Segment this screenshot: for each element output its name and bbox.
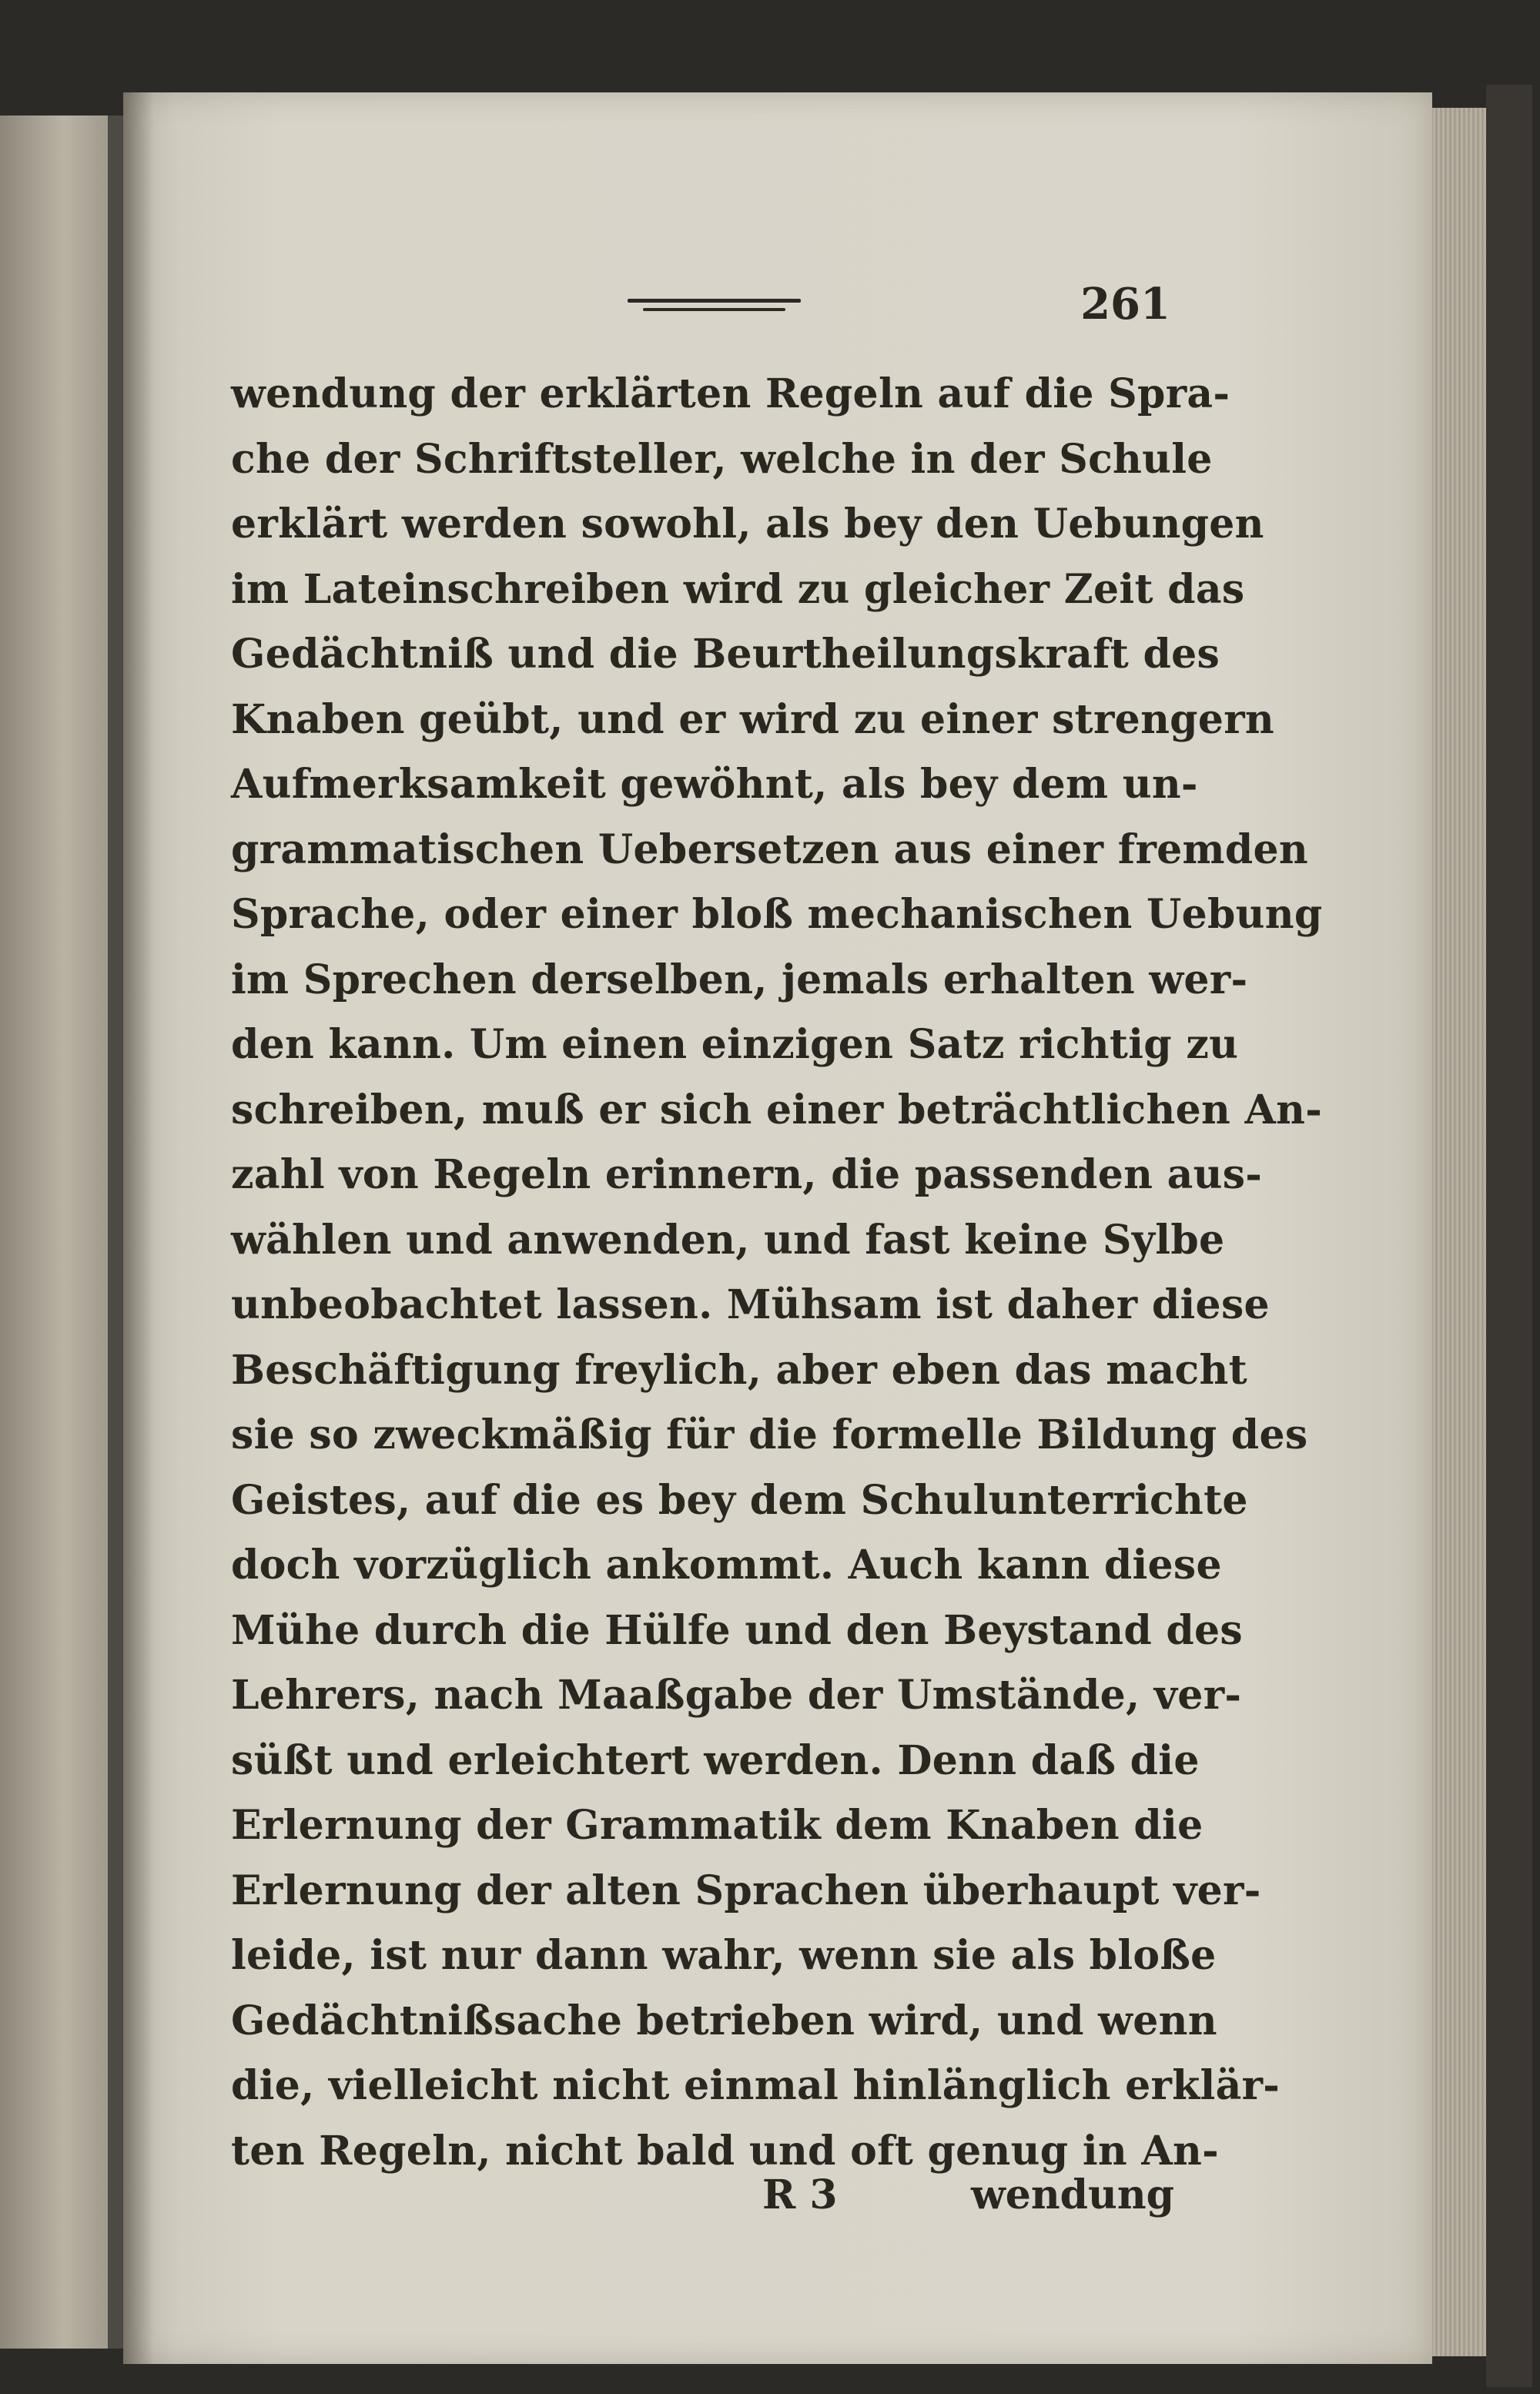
text-line: Beschäftigung freylich, aber eben das macht [231,1346,1247,1394]
body-text [231,362,1323,2184]
page-fore-edge [1432,108,1486,2356]
text-line: schreiben, muß er sich einer beträchtlichen An- [231,1086,1323,1133]
signature-mark: R 3 [762,2171,838,2218]
text-line: den kann. Um einen einzigen Satz richtig zu [231,1021,1239,1068]
text-line: süßt und erleichtert werden. Denn daß die [231,1736,1200,1784]
text-line: doch vorzüglich ankommt. Auch kann diese [231,1542,1222,1589]
text-line: Gedächtniß und die Beurtheilungskraft des [231,631,1220,678]
text-line: im Lateinschreiben wird zu gleicher Zeit das [231,565,1245,613]
text-line: im Sprechen derselben, jemals erhalten wer- [231,956,1248,1003]
text-line: Lehrers, nach Maaßgabe der Umstände, ver- [231,1672,1242,1719]
text-line: ten Regeln, nicht bald und oft genug in An- [231,2127,1220,2175]
facing-page-edge [0,116,116,2349]
text-line: wendung der erklärten Regeln auf die Spra- [231,370,1230,417]
header-rule [628,299,801,316]
catchword: wendung [971,2171,1174,2218]
gutter-shadow [123,92,154,2364]
text-line: che der Schriftsteller, welche in der Schule [231,435,1213,483]
page-footer [231,2171,1174,2233]
text-line: erklärt werden sowohl, als bey den Uebungen [231,501,1264,547]
binding-gutter [108,116,123,2349]
text-line: die, vielleicht nicht einmal hinlänglich erklär- [231,2062,1281,2109]
text-line: wählen und anwenden, und fast keine Sylbe [231,1216,1225,1264]
text-line: zahl von Regeln erinnern, die passenden aus- [231,1151,1263,1198]
book-cover [1486,85,1532,2387]
text-line: Erlernung der Grammatik dem Knaben die [231,1802,1204,1849]
text-line: Erlernung der alten Sprachen überhaupt ver- [231,1867,1261,1914]
text-line: Geistes, auf die es bey dem Schulunterrichte [231,1476,1248,1524]
text-line: unbeobachtet lassen. Mühsam ist daher diese [231,1281,1270,1328]
text-line: grammatischen Uebersetzen aus einer fremden [231,825,1308,873]
page-number: 261 [1080,279,1170,330]
text-line: Gedächtnißsache betrieben wird, und wenn [231,1997,1217,2044]
text-line: sie so zweckmäßig für die formelle Bildung des [231,1411,1308,1458]
text-line: Mühe durch die Hülfe und den Beystand des [231,1606,1244,1654]
text-line: Knaben geübt, und er wird zu einer strengern [231,695,1275,743]
text-line: Aufmerksamkeit gewöhnt, als bey dem un- [231,761,1198,808]
text-line: leide, ist nur dann wahr, wenn sie als bloße [231,1932,1217,1979]
text-line: Sprache, oder einer bloß mechanischen Uebung [231,891,1323,938]
